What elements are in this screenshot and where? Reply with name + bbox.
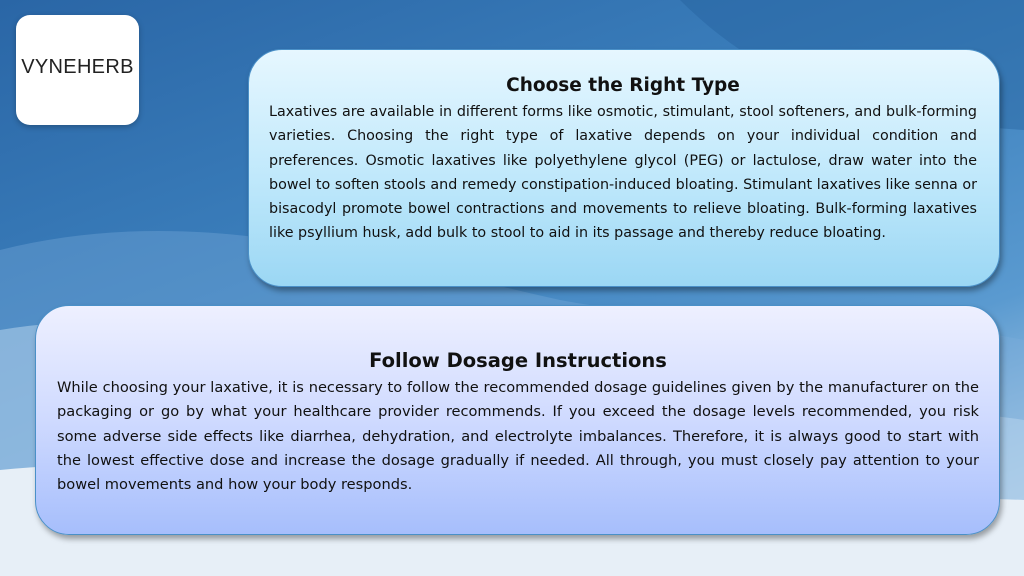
logo-text: VYNEHERB: [21, 55, 134, 78]
dosage-title: Follow Dosage Instructions: [369, 349, 667, 372]
logo: [16, 15, 139, 125]
dosage-card: [35, 305, 1000, 535]
choose-type-body: Laxatives are available in different forms like osmotic, stimulant, stool softeners, and bulk-forming varieties. Choosing the right type of laxative depends on your individual condition and preferences. Osmotic laxatives like polyethylene glycol (PEG) or lactulose, draw water into the bowel to soften stools and remedy constipation-induced bloating. Stimulant laxatives like senna or bisacodyl promote bowel contractions and movements to relieve bloating. Bulk-forming laxatives like psyllium husk, add bulk to stool to aid in its passage and thereby reduce bloating.: [269, 104, 977, 242]
choose-type-card: [248, 49, 1000, 287]
choose-type-title: Choose the Right Type: [506, 75, 740, 96]
dosage-body: While choosing your laxative, it is necessary to follow the recommended dosage guidelines given by the manufacturer on the packaging or go by what your healthcare provider recommends. If you exceed the dosage levels recommended, you risk some adverse side effects like diarrhea, dehydration, and electrolyte imbalances. Therefore, it is always good to start with the lowest effective dose and increase the dosage gradually if needed. All through, you must closely pay attention to your bowel movements and how your body responds.: [57, 379, 979, 494]
